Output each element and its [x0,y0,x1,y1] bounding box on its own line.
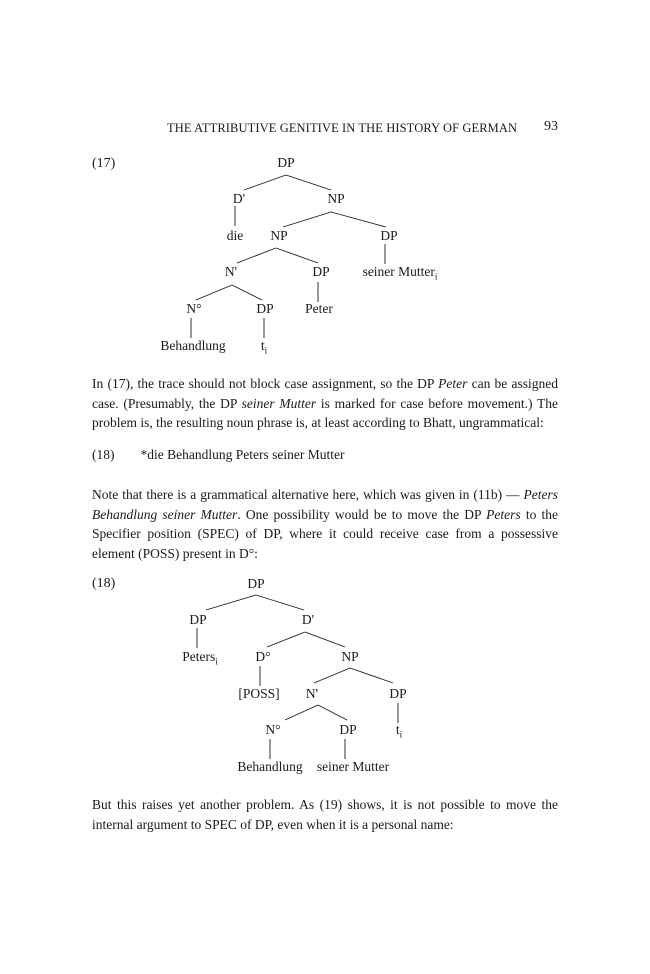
tree17-trace: $t_i$ [260,338,268,356]
tree17-d-bar: D' [232,191,246,206]
example-17-label: (17) [92,156,116,171]
tree17-dp-low: DP [256,301,274,316]
tree18-n-bar: N' [305,686,319,701]
tree18-seiner-mutter: seiner Mutter [316,759,390,774]
tree17-dp-mid: DP [312,264,330,279]
tree17-dp-root: DP [277,155,295,170]
example-18b-label: (18) [92,576,116,591]
tree18-d-bar: D' [301,612,315,627]
tree17-dp-right: DP [380,228,398,243]
paragraph-2: Note that there is a grammatical alternative here, which was given in (11b) — Peters Behandlung seiner Mutter. One possibility would be to move the DP Peters to the Specifier position (SPEC) of DP, where it could receive case from a possessive element (POSS) present in D°: [92,487,558,561]
tree18-dp-root: DP [247,576,265,591]
tree18-trace: $t_i$ [395,722,403,740]
page-number: 93 [544,119,558,134]
tree18-poss: [POSS] [238,686,280,701]
tree17-np-mid: NP [270,228,288,243]
paragraph-3: But this raises yet another problem. As (19) shows, it is not possible to move the internal argument to SPEC of DP, even when it is a personal name: [92,797,558,832]
tree18-d-zero: D° [255,649,271,664]
running-head: THE ATTRIBUTIVE GENITIVE IN THE HISTORY OF GERMAN [167,121,518,135]
tree17-n-zero: N° [186,301,202,316]
tree17-die: die [226,228,244,243]
tree17-n-bar: N' [224,264,238,279]
example-18a-text: *die Behandlung Peters seiner Mutter [140,447,345,462]
tree17-behandlung: Behandlung [160,338,226,353]
tree18-dp-right: DP [389,686,407,701]
tree18-dp-mid: DP [339,722,357,737]
paragraph-1: In (17), the trace should not block case assignment, so the DP Peter can be assigned case. (Presumably, the DP seiner Mutter is marked for case before movement.) The problem is, the resulting noun phrase is, at least according to Bhatt, ungrammatical: [92,376,558,430]
tree18-peters: Peters$_i$ [182,649,218,667]
tree17-peter: Peter [305,301,333,316]
example-18a-label: (18) [92,447,115,462]
tree17-seiner-mutter: seiner Mutter$_i$ [362,264,438,282]
tree18-np: NP [341,649,359,664]
tree17-np-top: NP [327,191,345,206]
tree18-dp-spec: DP [189,612,207,627]
tree18-n-zero: N° [265,722,281,737]
tree18-behandlung: Behandlung [237,759,303,774]
